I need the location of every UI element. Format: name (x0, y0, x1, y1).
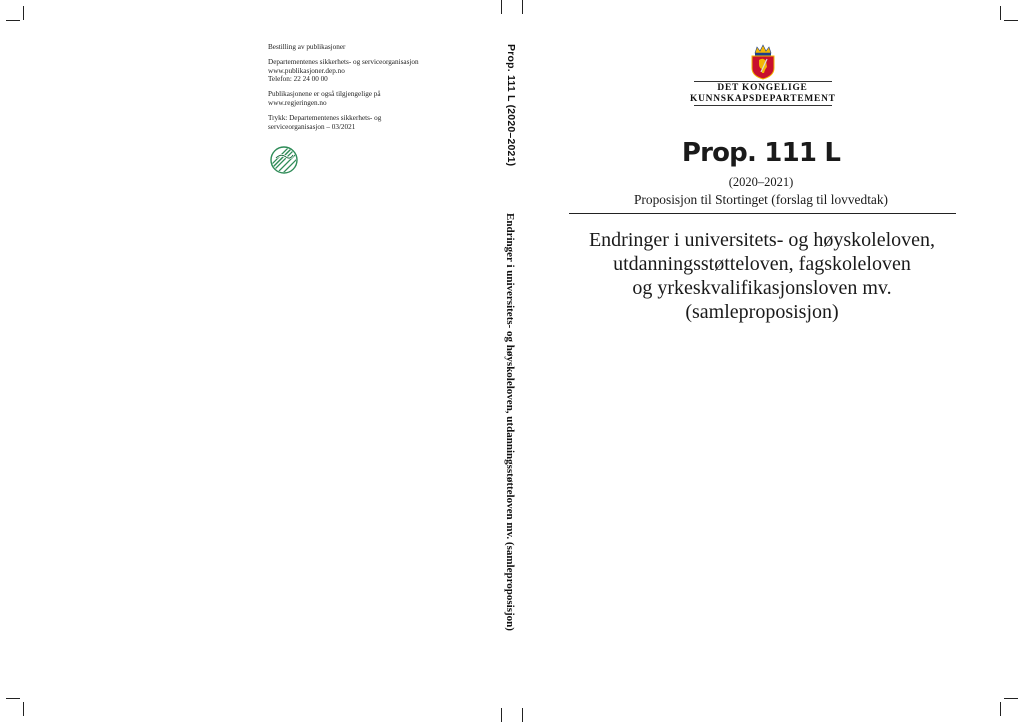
logo-rule (694, 81, 832, 82)
crop-mark (6, 698, 20, 699)
ministry-logo (690, 44, 835, 107)
department-name-line-1: DET KONGELIGE (717, 83, 808, 93)
crop-mark (1004, 20, 1018, 21)
spine-title: Prop. 111 L (2020–2021) (505, 44, 517, 167)
crop-mark (23, 702, 24, 716)
proposition-subtitle: Proposisjon til Stortinget (forslag til lovvedtak) (633, 192, 889, 207)
print-line-2: serviceorganisasjon – 03/2021 (268, 122, 356, 131)
department-name-line-2: KUNNSKAPSDEPARTEMENT (690, 93, 836, 104)
swan-ecolabel-icon (270, 144, 298, 176)
title-line: utdanningsstøtteloven, fagskoleloven (613, 253, 911, 275)
crop-mark (23, 6, 24, 20)
back-cover-info (268, 43, 468, 137)
session-years: (2020–2021) (728, 175, 794, 189)
available-web-link[interactable]: www.regjeringen.no (268, 98, 327, 107)
crop-mark (1004, 698, 1018, 699)
crop-mark (501, 708, 502, 722)
title-line: (samleproposisjon) (685, 301, 839, 323)
document-title (570, 228, 954, 324)
coat-of-arms-icon (750, 44, 776, 80)
org-line: Departementenes sikkerhets- og serviceorganisasjon (268, 57, 419, 66)
crop-mark (1000, 6, 1001, 20)
proposition-number: Prop. 111 L (681, 138, 841, 168)
logo-rule (694, 105, 832, 106)
title-line: Endringer i universitets- og høyskoleloven, (588, 229, 936, 251)
print-line-1: Trykk: Departementenes sikkerhets- og (268, 113, 382, 122)
crop-mark (522, 708, 523, 722)
title-line: og yrkeskvalifikasjonsloven mv. (632, 277, 892, 299)
ordering-heading: Bestilling av publikasjoner (268, 43, 346, 51)
spine-subtitle: Endringer i universitets- og høyskoleloven, utdanningsstøtteloven mv. (samleproposisjon) (504, 213, 516, 631)
crop-mark (6, 20, 20, 21)
crop-mark (501, 0, 502, 14)
available-line: Publikasjonene er også tilgjengelige på (268, 90, 381, 99)
phone-line: Telefon: 22 24 00 00 (268, 75, 328, 84)
title-divider (569, 213, 956, 214)
crop-mark (1000, 702, 1001, 716)
ordering-web-link[interactable]: www.publikasjoner.dep.no (268, 66, 345, 75)
crop-mark (522, 0, 523, 14)
